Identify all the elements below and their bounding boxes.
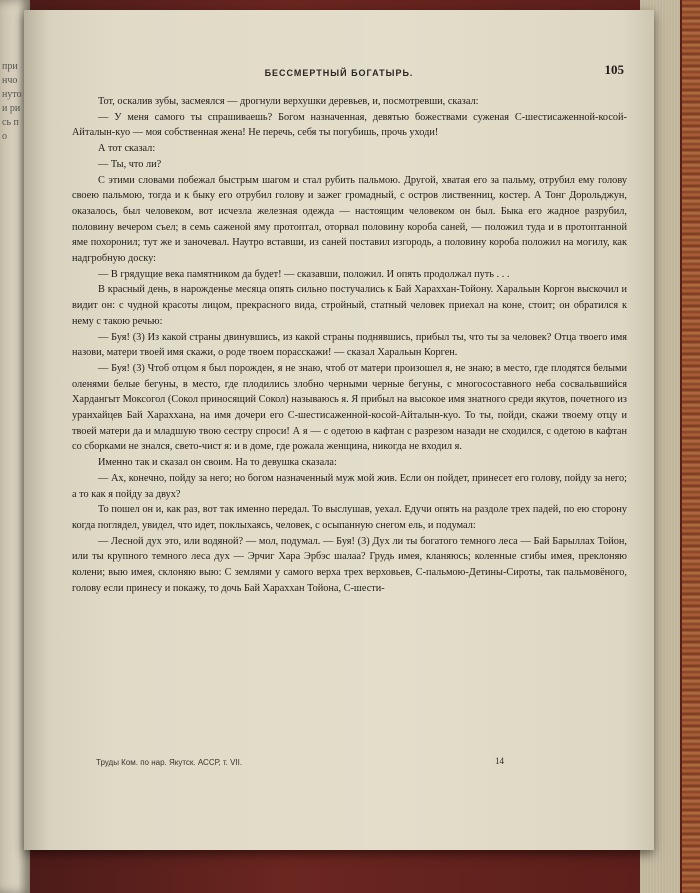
paragraph: Тот, оскалив зубы, засмеялся — дрогнули верхушки деревьев, и, посмотревши, сказал: <box>98 96 479 107</box>
page-number: 105 <box>604 62 624 77</box>
paragraph: — У меня самого ты спрашиваешь? Богом назначенная, девятью божествами суженая С-шестисаженной-косой-Айталын-куо — моя собственная жена! Не перечь, себя ты погубишь, прочь уходи! <box>72 111 627 139</box>
paragraph: — Буя! (3) Чтоб отцом я был порожден, я не знаю, чтоб от матери произошел я, не знаю; в место, где плодятся белыми оленями белые бегуны, в место, где плодились злобно черными черные бегуны, с многосоставного неба сосвальвшийся Хардангыт Моксогол (Сокол приносящий Сокол) называюсь я. Я прибыл на высокое имя знатного среди якутов, почетного из уранхайцев Бай Хараххана, на имя дочери его С-шестисаженной-косой-Айталын-куо. То ты, пойди, скажи твоему отцу и твоей матери да и младшую твою сестру спроси! А я — с одетою в кафтан с разрезом назади не сходился, с одетою в кафтан со сборками не знался, свето-чист я: и в доме, где рожала женщина, никогда не входил я. <box>72 362 627 453</box>
page-footer: Труды Ком. по нар. Якутск. АССР, т. VII. <box>96 758 243 767</box>
paragraph: А тот сказал: <box>98 143 156 155</box>
left-page-text-fragment: принчонуто и ри сь по <box>2 61 22 142</box>
paragraph: В красный день, в нарожденье месяца опять сильно постучались к Бай Хараххан-Тойону. Харальын Коргон выскочил и видит он: с чудной красоты лицом, прекрасного вида, стройный, статный человек приехал на коне, стоит; он обратился к нему с такою речью: <box>72 284 627 327</box>
paragraph: То пошел он и, как раз, вот так именно передал. То выслушав, уехал. Едучи опять на раздоле трех падей, по ею сторону когда поглядел, увидел, что идет, поклыхаясь, человек, с осыпанную снегом ель, и подумал: <box>72 504 627 531</box>
paragraph: — В грядущие века памятником да будет! — сказавши, положил. И опять продолжал путь . . . <box>98 268 510 280</box>
page-body <box>72 94 627 597</box>
paragraph: — Ты, что ли? <box>98 158 162 170</box>
signature-mark: 14 <box>495 756 504 766</box>
book-page <box>24 10 654 850</box>
paragraph: — Лесной дух это, или водяной? — мол, подумал. — Буя! (3) Дух ли ты богатого темного леса — Бай Барыллах Тойон, или ты крупного темного леса дух — Эрчиг Хара Эрбэс шалаа? Грудь имея, кланяюсь; коленные сгибы имея, преклоняю колени; выю имея, склоняю выю: С землями у самого верха трех верховьев, С-пальмою-Детины-Сироты, так пальмовёного, голову если принесу и покажу, то дочь Бай Хараххан Тойона, С-шести- <box>72 535 627 594</box>
paragraph: — Буя! (3) Из какой страны двинувшись, из какой страны поднявшись, прибыл ты, что ты за человек? Отца твоего имя назови, матери твоей имя скажи, о роде твоем порасскажи! — сказал Харальын Корген. <box>72 331 627 359</box>
cover-ornament <box>682 0 700 893</box>
paragraph: Именно так и сказал он своим. На то девушка сказала: <box>98 457 337 469</box>
paragraph: С этими словами побежал быстрым шагом и стал рубить пальмою. Другой, хватая его за пальму, отрубил ему голову своею пальмою, тогда и к быку его отрубил голову и зажег громадный, с остров лиственниц, костер. А Тонг Дорольджун, оказалось, был человеком, вот исчезла железная одежда — настоящим человеком он был. Быка его жадное разрубил, половину вечером съел; в семь саженой яму протоптал, оторвал половину короба саней, — положил туда и в протоптанной яме похоронил; тут же и заночевал. Наутро вставши, из саней поставил изгородь, а половину короба положил на могилу, как надгробную доску: <box>72 174 627 265</box>
paragraph: — Ах, конечно, пойду за него; но богом назначенный муж мой жив. Если он пойдет, принесет его голову, пойду за него; а то как я пойду за двух? <box>72 472 627 500</box>
running-head: БЕССМЕРТНЫЙ БОГАТЫРЬ. <box>264 68 414 78</box>
